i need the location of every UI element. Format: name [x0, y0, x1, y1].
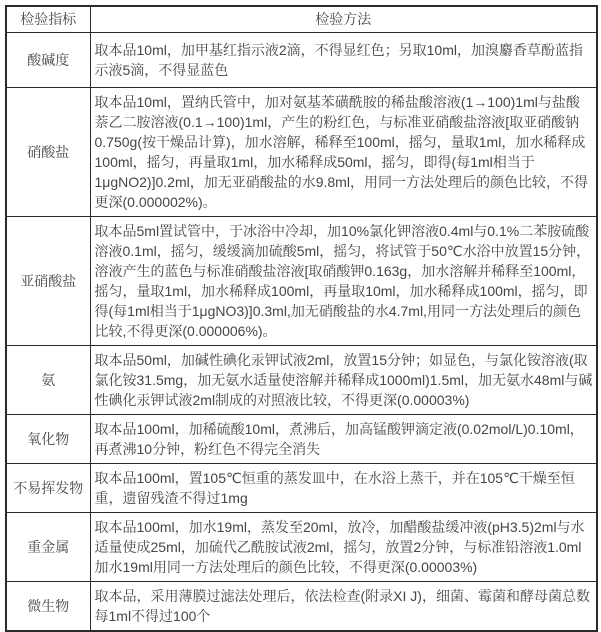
indicator-cell-an: 氨	[6, 345, 90, 414]
table-row	[6, 216, 597, 345]
method-cell-buyihuifawu: 取本品100ml，置105℃恒重的蒸发皿中，在水浴上蒸干，并在105℃干燥至恒重，遗留残渣不得过1mg	[90, 463, 597, 512]
indicator-cell-suanjiandu: 酸碱度	[6, 32, 90, 87]
method-cell-weishengwu: 取本品，采用薄膜过滤法处理后，依法检查(附录XI J)，细菌、霉菌和酵母菌总数每1ml不得过100个	[90, 581, 597, 631]
table-row	[6, 512, 597, 581]
header-row	[6, 6, 597, 32]
table-body	[6, 32, 597, 631]
table-row	[6, 87, 597, 216]
indicator-cell-buyihuifawu: 不易挥发物	[6, 463, 90, 512]
indicator-cell-weishengwu: 微生物	[6, 581, 90, 631]
header-inspection-indicator: 检验指标	[6, 6, 90, 32]
indicator-cell-xiaosuanyan: 硝酸盐	[6, 87, 90, 216]
indicator-cell-zhongjinshu: 重金属	[6, 512, 90, 581]
method-cell-zhongjinshu: 取本品100ml，加水19ml，蒸发至20ml，放冷，加醋酸盐缓冲液(pH3.5)2ml与水适量使成25ml，加硫代乙酰胺试液2ml，摇匀，放置2分钟，与标准铅溶液1.0ml加水19ml用同一方法处理后的颜色比较，不得更深(0.00003%)	[90, 512, 597, 581]
table-header	[6, 6, 597, 32]
table-row	[6, 463, 597, 512]
header-inspection-method: 检验方法	[90, 6, 597, 32]
method-cell-an: 取本品50ml，加碱性碘化汞钾试液2ml，放置15分钟；如显色，与氯化铵溶液(取氯化铵31.5mg，加无氨水适量使溶解并稀释成1000ml)1.5ml，加无氨水48ml与碱性碘化汞钾试液2ml制成的对照液比较，不得更深(0.00003%)	[90, 345, 597, 414]
indicator-cell-yaxiaosuanyan: 亚硝酸盐	[6, 216, 90, 345]
method-cell-yanghuawu: 取本品100ml，加稀硫酸10ml，煮沸后，加高锰酸钾滴定液(0.02mol/L)0.10ml，再煮沸10分钟，粉红色不得完全消失	[90, 414, 597, 463]
table-row	[6, 414, 597, 463]
method-cell-yaxiaosuanyan: 取本品5ml置试管中，于冰浴中冷却，加10%氯化钾溶液0.4ml与0.1%二苯胺硫酸溶液0.1ml，摇匀，缓缓滴加硫酸5ml，摇匀，将试管于50℃水浴中放置15分钟，溶液产生的蓝色与标准硝酸盐溶液[取硝酸钾0.163g，加水溶解并稀释至100ml，摇匀，量取1ml，加水稀释成100ml，再量取10ml，加水稀释成100ml，摇匀，即得(每1ml相当于1μgNO3)]0.3ml,加无硝酸盐的水4.7ml,用同一方法处理后的颜色比较,不得更深(0.000006%)。	[90, 216, 597, 345]
indicator-cell-yanghuawu: 氧化物	[6, 414, 90, 463]
table-row	[6, 32, 597, 87]
method-cell-suanjiandu: 取本品10ml，加甲基红指示液2滴，不得显红色；另取10ml，加溴麝香草酚蓝指示液5滴，不得显蓝色	[90, 32, 597, 87]
table-row	[6, 581, 597, 631]
table-row	[6, 345, 597, 414]
inspection-spec-table	[5, 5, 598, 632]
method-cell-xiaosuanyan: 取本品10ml，置纳氏管中，加对氨基苯磺酰胺的稀盐酸溶液(1→100)1ml与盐酸萘乙二胺溶液(0.1→100)1ml，产生的粉红色，与标准亚硝酸盐溶液[取亚硝酸钠0.750g(按干燥品计算)，加水溶解，稀释至100ml，摇匀，量取1ml，加水稀释成100ml，摇匀，再量取1ml，加水稀释成50ml，摇匀，即得(每1ml相当于1μgNO2)]0.2ml，加无亚硝酸盐的水9.8ml，用同一方法处理后的颜色比较，不得更深(0.000002%)。	[90, 87, 597, 216]
